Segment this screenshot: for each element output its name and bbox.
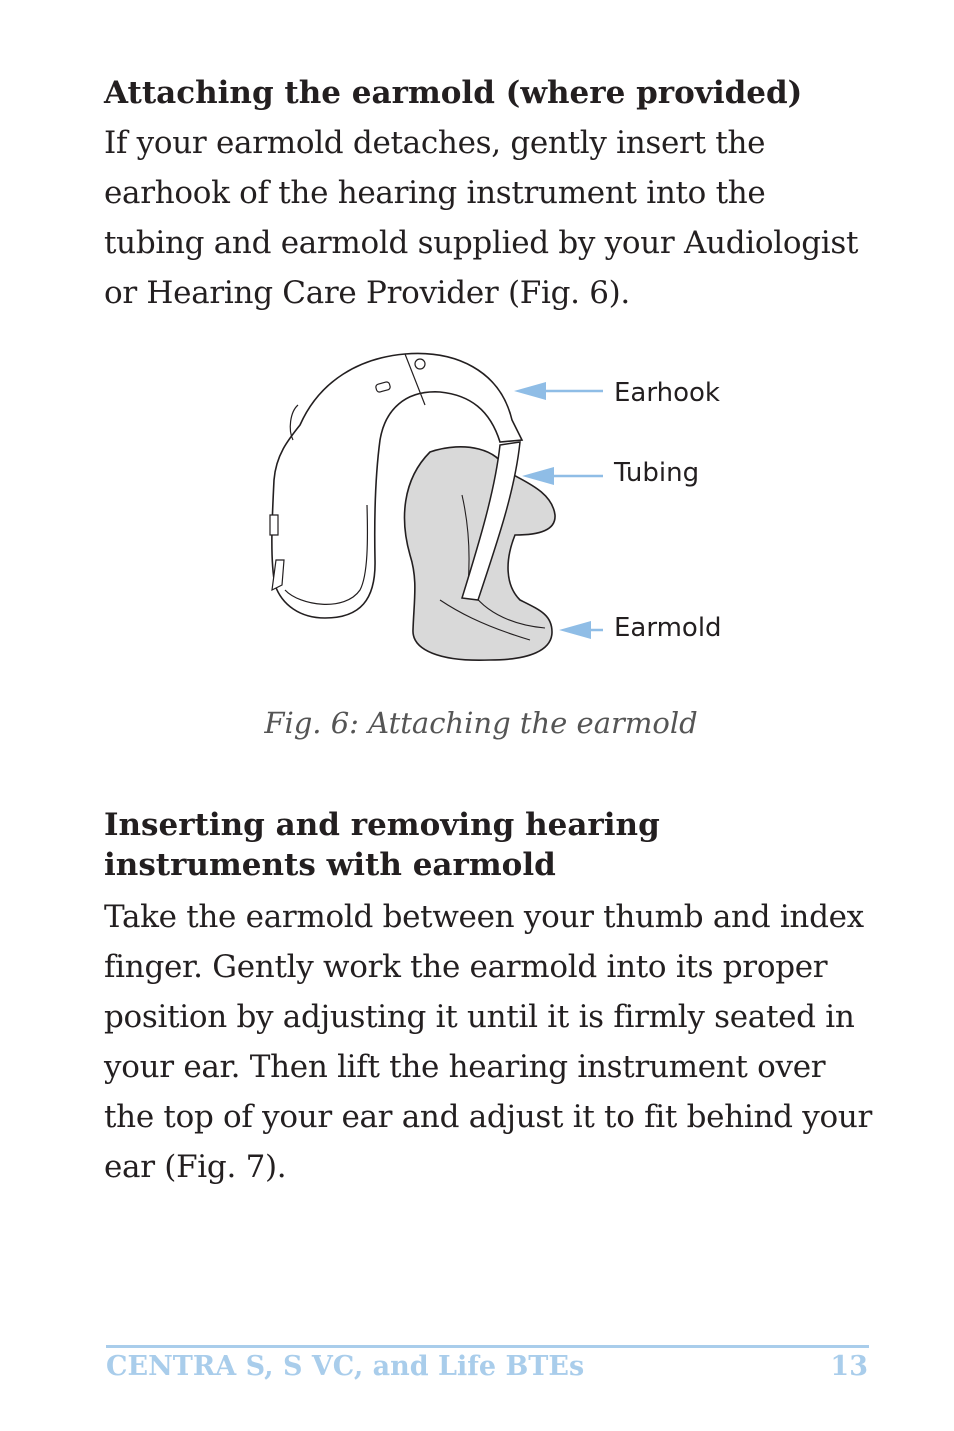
footer-title: CENTRA S, S VC, and Life BTEs	[106, 1351, 585, 1382]
footer-divider	[106, 1345, 869, 1348]
paragraph-inserting-removing: Take the earmold between your thumb and index finger. Gently work the earmold into its proper position by adjusting it until it is firmly seated in your ear. Then lift the hearing instrument over the top of your ear and adjust it to fit behind your ear (Fig. 7).	[104, 899, 873, 1185]
figure-caption: Fig. 6: Attaching the earmold	[264, 706, 698, 740]
section-heading-inserting-removing: Inserting and removing hearing instruments with earmold	[104, 807, 660, 883]
arrow-earmold-icon	[559, 621, 603, 639]
arrow-tubing-icon	[522, 467, 603, 485]
label-earhook: Earhook	[614, 378, 720, 408]
arrow-earhook-icon	[514, 382, 603, 400]
page-number: 13	[830, 1351, 868, 1382]
label-tubing: Tubing	[614, 458, 700, 488]
instrument-screw	[415, 359, 425, 369]
paragraph-attaching-earmold: If your earmold detaches, gently insert the earhook of the hearing instrument into the tubing and earmold supplied by your Audiologist or Hearing Care Provider (Fig. 6).	[104, 125, 859, 311]
section-heading-attaching-earmold: Attaching the earmold (where provided)	[104, 75, 803, 111]
label-earmold: Earmold	[614, 613, 722, 643]
